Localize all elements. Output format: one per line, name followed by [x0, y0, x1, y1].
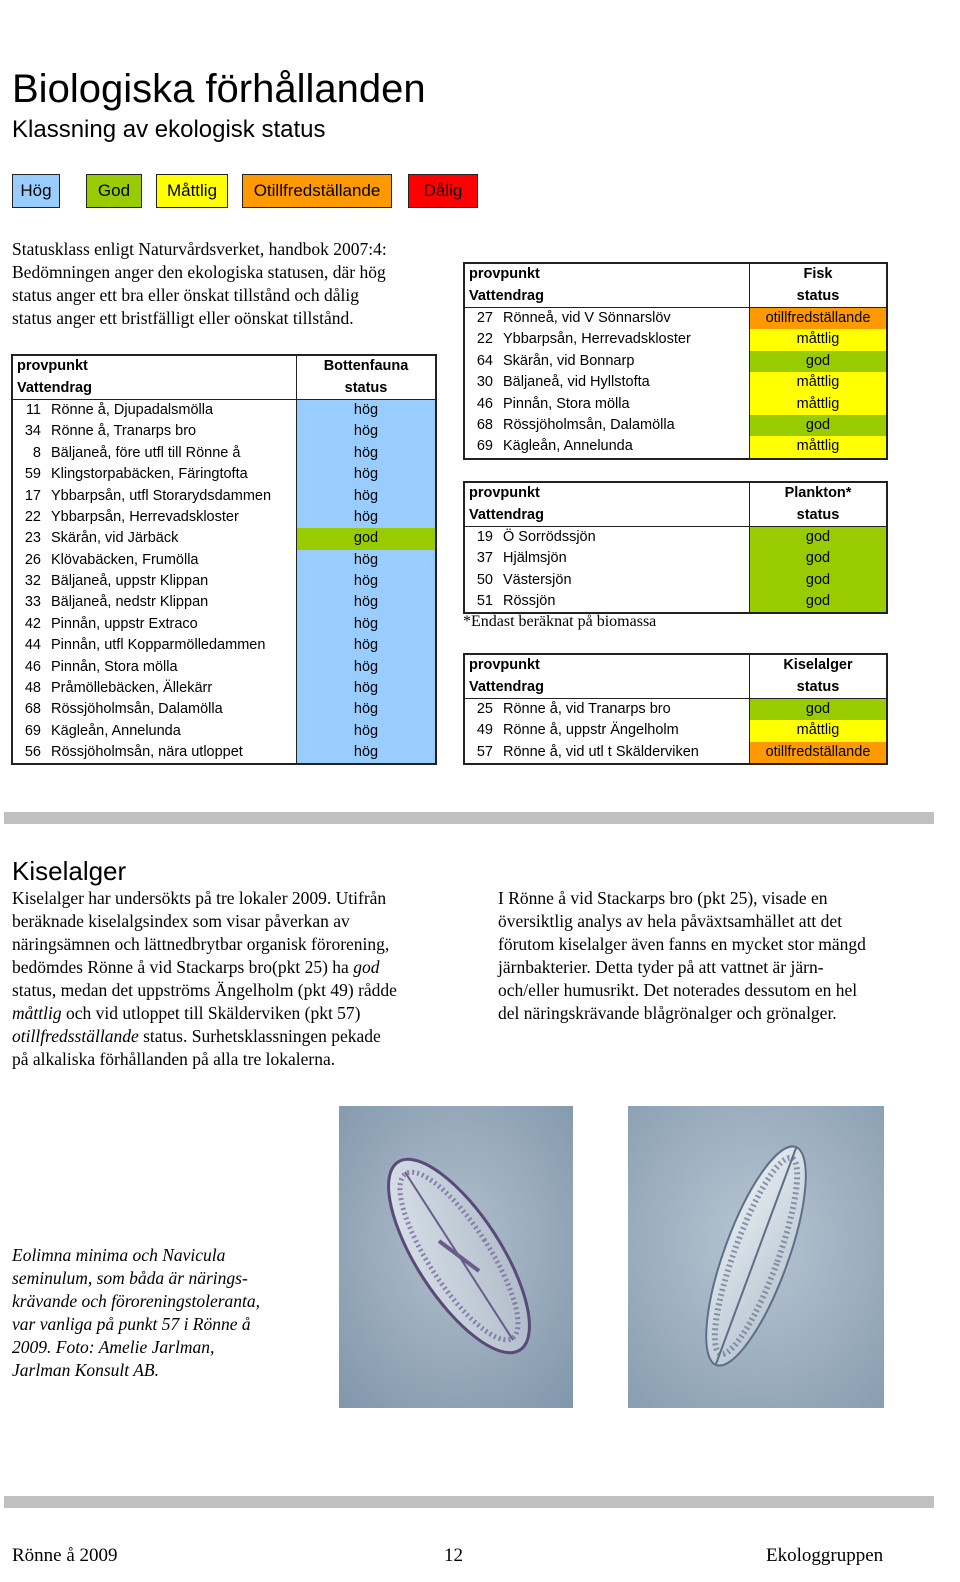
fisk-table: [463, 262, 888, 460]
section-divider: [4, 812, 934, 824]
plankton-table: [463, 481, 888, 614]
site-name: Rössjön: [499, 591, 750, 613]
site-number: 69: [12, 721, 47, 742]
footer-left: Rönne å 2009: [12, 1545, 118, 1566]
site-name: Pinnån, uppstr Extraco: [51, 615, 198, 632]
status-cell: måttlig: [750, 329, 888, 350]
status-cell: måttlig: [750, 436, 888, 458]
site-name: Rössjöholmsån, Dalamölla: [503, 416, 675, 433]
site-number: 69: [464, 436, 499, 458]
site-name: Ybbarpsån, Herrevadskloster: [503, 331, 691, 348]
table-row: [464, 742, 887, 764]
kiselalger-table: [463, 653, 888, 765]
site-name: Bäljaneå, före utfl till Rönne å: [51, 444, 241, 461]
legend-mattlig: Måttlig: [156, 174, 228, 208]
site-name: Pinnån, Stora mölla: [51, 658, 178, 675]
kiselalger-right-text: I Rönne å vid Stackarps bro (pkt 25), visade en översiktlig analys av hela påväxtsamhället att det förutom kiselalger även fanns en mycket stor mängd järnbakterier. Detta tyder på att vattnet är järn- och/eller humusrikt. Det noterades dessutom en hel del näringskrävande blågrönalger och grönalger.: [498, 888, 866, 1023]
diatom-photo-navicula: [628, 1106, 884, 1408]
status-cell: hög: [297, 721, 437, 742]
site-number: 22: [464, 329, 499, 350]
table-row: [12, 443, 436, 464]
table-row: [12, 485, 436, 506]
table-row: [464, 698, 887, 720]
status-cell: hög: [297, 571, 437, 592]
site-number: 26: [12, 550, 47, 571]
site-number: 48: [12, 678, 47, 699]
site-name: Rönne å, uppstr Ängelholm: [503, 722, 679, 739]
table-header: status: [750, 285, 888, 307]
site-number: 49: [464, 720, 499, 741]
status-cell: otillfredställande: [750, 307, 888, 329]
page-title: Biologiska förhållanden: [12, 67, 426, 111]
table-row: [12, 571, 436, 592]
table-row: [12, 399, 436, 421]
table-header: Vattendrag: [464, 676, 750, 698]
site-name: Klövabäcken, Frumölla: [51, 551, 199, 568]
status-cell: god: [750, 351, 888, 372]
footer-right: Ekologgruppen: [766, 1545, 884, 1566]
table-header: Vattendrag: [464, 504, 750, 526]
status-cell: måttlig: [750, 720, 888, 741]
site-number: 68: [464, 415, 499, 436]
site-number: 25: [464, 698, 499, 720]
diatom-photo-eolimna: [339, 1106, 573, 1408]
table-row: [464, 307, 887, 329]
status-cell: hög: [297, 421, 437, 442]
site-name: Rönne å, Tranarps bro: [51, 423, 197, 440]
legend-hog: Hög: [12, 174, 60, 208]
status-cell: hög: [297, 399, 437, 421]
table-row: [12, 721, 436, 742]
site-name: Rössjöholmsån, Dalamölla: [51, 701, 223, 718]
site-number: 23: [12, 528, 47, 549]
site-number: 17: [12, 485, 47, 506]
table-row: [464, 570, 887, 591]
status-cell: hög: [297, 507, 437, 528]
site-name: Skärån, vid Bonnarp: [503, 352, 635, 369]
status-cell: god: [750, 548, 888, 569]
table-row: [12, 742, 436, 764]
table-row: [12, 656, 436, 677]
site-number: 51: [464, 591, 499, 613]
diatom-image: [339, 1106, 573, 1408]
site-number: 46: [464, 393, 499, 414]
table-header: provpunkt: [464, 482, 750, 504]
table-row: [12, 699, 436, 720]
site-name: Pinnån, utfl Kopparmölledammen: [51, 637, 266, 654]
table-row: [464, 436, 887, 458]
site-number: 22: [12, 507, 47, 528]
site-number: 19: [464, 526, 499, 548]
status-cell: god: [750, 698, 888, 720]
site-name: Västersjön: [503, 571, 572, 588]
status-cell: god: [750, 570, 888, 591]
table-row: [12, 550, 436, 571]
status-cell: hög: [297, 742, 437, 764]
site-name: Rönne å, vid Tranarps bro: [503, 700, 671, 717]
table-row: [464, 415, 887, 436]
site-name: Kägleån, Annelunda: [51, 722, 181, 739]
table-row: [12, 678, 436, 699]
legend-otillfredstallande: Otillfredställande: [242, 174, 392, 208]
site-number: 33: [12, 592, 47, 613]
table-header: Vattendrag: [464, 285, 750, 307]
status-cell: god: [297, 528, 437, 549]
site-number: 37: [464, 548, 499, 569]
site-number: 27: [464, 307, 499, 329]
table-header: status: [297, 377, 437, 399]
table-header: provpunkt: [464, 263, 750, 285]
status-cell: hög: [297, 635, 437, 656]
table-row: [12, 614, 436, 635]
table-row: [464, 329, 887, 350]
site-number: 44: [12, 635, 47, 656]
photo-caption: Eolimna minima och Navicula seminulum, som båda är närings- krävande och föroreningstoleranta, var vanliga på punkt 57 i Rönne å 2009. Foto: Amelie Jarlman, Jarlman Konsult AB.: [12, 1245, 261, 1380]
site-number: 68: [12, 699, 47, 720]
legend-god: God: [86, 174, 142, 208]
site-number: 50: [464, 570, 499, 591]
status-cell: hög: [297, 443, 437, 464]
status-cell: måttlig: [750, 372, 888, 393]
site-name: Klingstorpabäcken, Färingtofta: [51, 466, 248, 483]
site-number: 59: [12, 464, 47, 485]
table-row: [464, 720, 887, 741]
site-number: 11: [12, 399, 47, 421]
site-name: Rössjöholmsån, nära utloppet: [47, 742, 297, 764]
legend-dalig: Dålig: [408, 174, 478, 208]
site-number: 46: [12, 656, 47, 677]
site-name: Kägleån, Annelunda: [499, 436, 750, 458]
table-row: [464, 591, 887, 613]
table-header: status: [750, 676, 888, 698]
table-header: status: [750, 504, 888, 526]
site-name: Hjälmsjön: [503, 550, 567, 567]
site-name: Bäljaneå, uppstr Klippan: [51, 573, 209, 590]
table-row: [464, 393, 887, 414]
site-name: Pinnån, Stora mölla: [503, 395, 630, 412]
status-cell: hög: [297, 464, 437, 485]
intro-text: Statusklass enligt Naturvårdsverket, handbok 2007:4: Bedömningen anger den ekologiska statusen, där hög status anger ett bra eller önskat tillstånd och dålig status anger ett bristfälligt eller oönskat tillstånd.: [12, 239, 387, 328]
table-header: provpunkt: [464, 654, 750, 676]
table-row: [12, 464, 436, 485]
table-row: [464, 372, 887, 393]
site-name: Rönne å, vid utl t Skälderviken: [499, 742, 750, 764]
table-row: [464, 526, 887, 548]
status-cell: hög: [297, 485, 437, 506]
table-header: Plankton*: [750, 482, 888, 504]
status-cell: god: [750, 526, 888, 548]
site-name: Ö Sorrödssjön: [503, 528, 596, 545]
table-header: Fisk: [750, 263, 888, 285]
status-cell: hög: [297, 699, 437, 720]
footer-divider: [4, 1496, 934, 1508]
table-header: provpunkt: [12, 355, 297, 377]
plankton-note: *Endast beräknat på biomassa: [463, 613, 657, 630]
site-name: Rönne å, Djupadalsmölla: [51, 401, 214, 418]
site-number: 30: [464, 372, 499, 393]
status-cell: god: [750, 415, 888, 436]
status-cell: hög: [297, 592, 437, 613]
table-header: Bottenfauna: [297, 355, 437, 377]
site-name: Pråmöllebäcken, Ällekärr: [51, 680, 213, 697]
status-cell: otillfredställande: [750, 742, 888, 764]
site-number: 42: [12, 614, 47, 635]
site-number: 34: [12, 421, 47, 442]
table-header: Kiselalger: [750, 654, 888, 676]
bottenfauna-table: [11, 354, 437, 765]
status-cell: god: [750, 591, 888, 613]
status-cell: hög: [297, 550, 437, 571]
table-row: [464, 548, 887, 569]
site-name: Ybbarpsån, utfl Storarydsdammen: [51, 487, 272, 504]
section-heading: Kiselalger: [12, 856, 127, 886]
table-row: [12, 421, 436, 442]
table-row: [12, 592, 436, 613]
page-subtitle: Klassning av ekologisk status: [12, 116, 326, 143]
site-name: Rönneå, vid V Sönnarslöv: [503, 309, 671, 326]
status-cell: hög: [297, 656, 437, 677]
table-row: [464, 351, 887, 372]
site-number: 64: [464, 351, 499, 372]
kiselalger-left-text: Kiselalger har undersökts på tre lokaler 2009. Utifrån beräknade kiselalgsindex som visar påverkan av näringsämnen och lättnedbrytbar organisk förorening, bedömdes Rönne å vid Stackarps bro(pkt 25) ha god status, medan det uppströms Ängelholm (pkt 49) rådde måttlig och vid utloppet till Skälderviken (pkt 57) otillfredsställande status. Surhetsklassningen pekade på alkaliska förhållanden på alla tre lokalerna.: [12, 888, 397, 1069]
status-cell: måttlig: [750, 393, 888, 414]
site-number: 56: [12, 742, 47, 764]
site-name: Bäljaneå, vid Hyllstofta: [503, 374, 650, 391]
site-name: Skärån, vid Järbäck: [51, 530, 179, 547]
table-row: [12, 528, 436, 549]
site-number: 8: [12, 443, 47, 464]
status-cell: hög: [297, 614, 437, 635]
site-number: 32: [12, 571, 47, 592]
table-header: Vattendrag: [12, 377, 297, 399]
site-number: 57: [464, 742, 499, 764]
site-name: Ybbarpsån, Herrevadskloster: [51, 508, 239, 525]
table-row: [12, 507, 436, 528]
status-cell: hög: [297, 678, 437, 699]
site-name: Bäljaneå, nedstr Klippan: [51, 594, 209, 611]
table-row: [12, 635, 436, 656]
diatom-image: [628, 1106, 884, 1408]
page-number: 12: [444, 1545, 463, 1566]
